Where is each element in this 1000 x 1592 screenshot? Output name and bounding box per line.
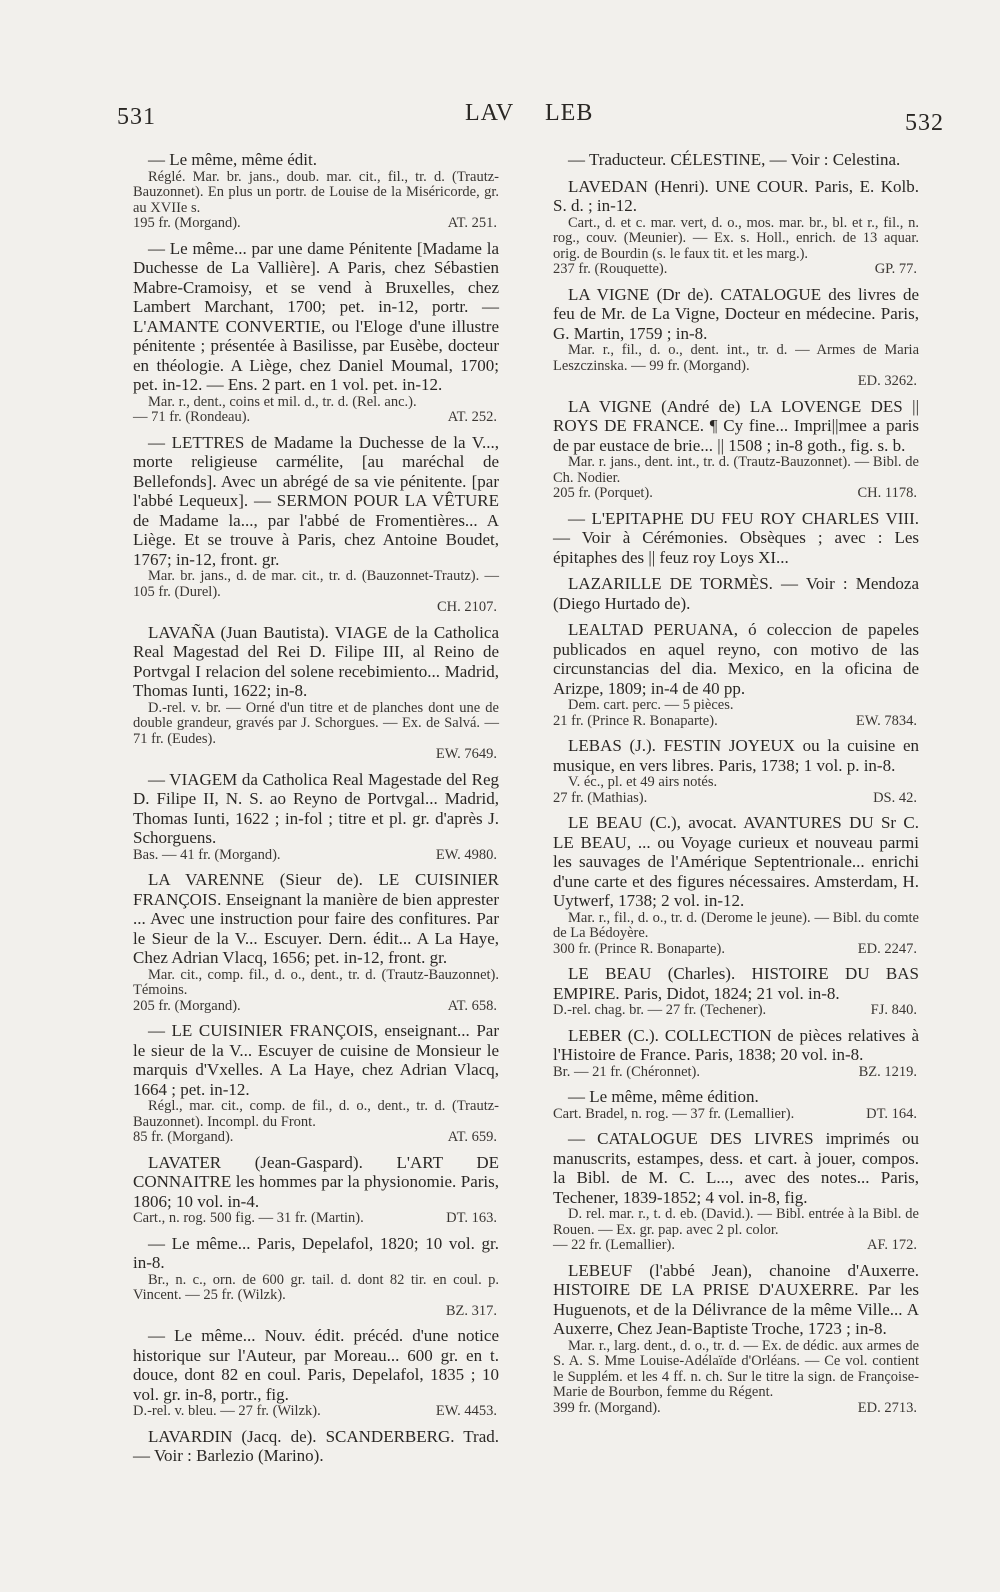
- entry-price: D.-rel. chag. br. — 27 fr. (Techener).: [553, 1002, 767, 1018]
- entry-price-row: [553, 486, 919, 502]
- entry-heading: — Le même... Paris, Depelafol, 1820; 10 vol. gr. in-8.: [133, 1233, 499, 1272]
- entry-reference: DS. 42.: [873, 789, 917, 806]
- entry-heading: — LETTRES de Madame la Duchesse de la V..., morte religieuse carmélite, [au maréchal de Bellefonds]. Avec un abrégé de sa vie pénitente. [par l'abbé Lequeux]. — SERMON POUR LA VÊTURE de Madame la..., par l'abbé de Fromentières... A Liège. Et se trouve à Paris, chez Antoine Boudet, 1767; in-12, front. gr.: [133, 432, 499, 569]
- entry-binding-note: Réglé. Mar. br. jans., doub. mar. cit., fil., tr. d. (Trautz-Bauzonnet). En plus un portr. de Louise de la Miséricorde, gr. au XVIIe s.: [133, 168, 499, 216]
- entry-price: 21 fr. (Prince R. Bonaparte).: [553, 712, 718, 729]
- entry-reference: EW. 7834.: [855, 712, 917, 729]
- catalogue-entry: [553, 397, 919, 502]
- catalogue-entry: [133, 1427, 499, 1466]
- entry-reference: BZ. 1219.: [858, 1063, 917, 1080]
- entry-heading: — Le même, même édition.: [568, 1087, 759, 1106]
- entry-price-row: [133, 848, 499, 864]
- entry-price-row: [133, 999, 499, 1015]
- page-number-left: 531: [117, 104, 156, 130]
- entry-price: 195 fr. (Morgand).: [133, 215, 241, 231]
- entry-heading: LEBAS (J.). FESTIN JOYEUX ou la cuisine en musique, en vers libres. Paris, 1738; 1 vol. p. in-8.: [553, 736, 919, 775]
- entry-heading: — VIAGEM da Catholica Real Magestade del Reg D. Filipe II, N. S. ao Reyno de Portvgal... Madrid, Thomas Iunti, 1622 ; in-fol ; titre et pl. gr. d'après J. Schorguens.: [133, 769, 499, 847]
- entry-heading: LA VARENNE (Sieur de). LE CUISINIER FRANÇOIS. Enseignant la manière de bien apprester ... Avec une instruction pour faire des confitures. Par le Sieur de la V... Escuyer. Dern. édit... A La Haye, Chez Adrian Vlacq, 1656; pet. in-12, front. gr.: [133, 870, 499, 967]
- entry-price-row: [553, 262, 919, 278]
- catalogue-entry: [553, 620, 919, 729]
- entry-price: 237 fr. (Rouquette).: [553, 261, 668, 277]
- entry-heading: — CATALOGUE DES LIVRES imprimés ou manuscrits, estampes, dess. et cart. à jouer, compos. la Bibl. de M. C. L..., avec des notes... Paris, Techener, 1839-1852; 4 vol. in-8, fig.: [553, 1129, 919, 1207]
- entry-heading: LAVATER (Jean-Gaspard). L'ART DE CONNAITRE les hommes par la physionomie. Paris, 1806; 10 vol. in-4.: [133, 1152, 499, 1211]
- entry-heading: LAZARILLE DE TORMÈS. — Voir : Mendoza (Diego Hurtado de).: [553, 574, 919, 613]
- entry-price: Bas. — 41 fr. (Morgand).: [133, 846, 281, 863]
- entry-price: Cart. Bradel, n. rog. — 37 fr. (Lemallier).: [553, 1105, 795, 1122]
- page-number-right: 532: [905, 110, 944, 136]
- entry-price: D.-rel. v. bleu. — 27 fr. (Wilzk).: [133, 1403, 321, 1419]
- entry-binding-note: Mar. r., dent., coins et mil. d., tr. d. (Rel. anc.).: [148, 393, 417, 410]
- catalogue-entry: [553, 736, 919, 806]
- entry-price-row: [553, 791, 919, 807]
- entry-price-row: [553, 1238, 919, 1254]
- entry-heading: LEALTAD PERUANA, ó coleccion de papeles publicados en aquel reyno, con motivo de las circunstancias del dia. Mexico, en la oficina de Arizpe, 1809; in-4 de 40 pp.: [553, 620, 919, 698]
- entry-price: — 22 fr. (Lemallier).: [553, 1237, 675, 1253]
- entry-binding-note: V. éc., pl. et 49 airs notés.: [568, 774, 718, 790]
- entry-reference: FJ. 840.: [870, 1002, 917, 1018]
- catalogue-entry: [553, 964, 919, 1019]
- entry-heading: — Le même... Nouv. édit. précéd. d'une notice historique sur l'Auteur, par Moreau... 600 gr. en t. douce, dont 82 en coul. Paris, Depelafol, 1835 ; 10 vol. gr. in-8, portr., fig.: [133, 1326, 499, 1404]
- entry-binding-note: D.-rel. v. br. — Orné d'un titre et de planches dont une de double grandeur, gravés par J. Schorgues. — Ex. de Salvá. — 71 fr. (Eudes).: [133, 699, 499, 747]
- entry-price-row: [133, 1304, 499, 1320]
- entry-price: 27 fr. (Mathias).: [553, 789, 648, 806]
- entry-heading: LEBER (C.). COLLECTION de pièces relatives à l'Histoire de France. Paris, 1838; 20 vol. in-8.: [553, 1025, 919, 1064]
- entry-reference: CH. 1178.: [857, 485, 917, 501]
- entry-price-row: [133, 1130, 499, 1146]
- entry-binding-note: Mar. cit., comp. fil., d. o., dent., tr. d. (Trautz-Bauzonnet). Témoins.: [133, 966, 499, 998]
- entry-price-row: [553, 942, 919, 958]
- entry-price: 205 fr. (Porquet).: [553, 485, 653, 501]
- entry-binding-note: D. rel. mar. r., t. d. eb. (David.). — Bibl. entrée à la Bibl. de Rouen. — Ex. gr. pap. avec 2 pl. color.: [553, 1206, 919, 1238]
- entry-reference: AT. 251.: [447, 215, 497, 231]
- entry-reference: DT. 163.: [446, 1210, 497, 1226]
- entry-price-row: [553, 374, 919, 390]
- entry-reference: BZ. 317.: [445, 1302, 497, 1319]
- entry-heading: — Le même, même édit.: [148, 150, 317, 169]
- entry-reference: GP. 77.: [874, 261, 917, 277]
- entry-reference: EW. 7649.: [435, 746, 497, 762]
- entry-heading: LE BEAU (Charles). HISTOIRE DU BAS EMPIRE. Paris, Didot, 1824; 21 vol. in-8.: [553, 964, 919, 1003]
- entry-price: Br. — 21 fr. (Chéronnet).: [553, 1063, 700, 1080]
- running-header: [0, 100, 1000, 134]
- entry-price: 85 fr. (Morgand).: [133, 1129, 234, 1145]
- entry-binding-note: Br., n. c., orn. de 600 gr. tail. d. dont 82 tir. en coul. p. Vincent. — 25 fr. (Wilzk).: [133, 1271, 499, 1303]
- entry-price-row: [133, 747, 499, 763]
- entry-heading: LE BEAU (C.), avocat. AVANTURES DU Sr C. LE BEAU, ... ou Voyage curieux et nouveau parmi les sauvages de l'Amérique Septentrionale... enrichi d'une carte et des figures nécessaires. Amsterdam, H. Uytwerf, 1738; 2 vol. in-12.: [553, 813, 919, 910]
- entry-heading: LAVARDIN (Jacq. de). SCANDERBERG. Trad. — Voir : Barlezio (Marino).: [133, 1426, 499, 1465]
- entry-binding-note: Cart., d. et c. mar. vert, d. o., mos. mar. br., bl. et r., fil., n. rog., couv. (Meunier). — Ex. s. Holl., enrich. de 13 aquar. orig. de Bourdin (s. le faux tit. et les marg.).: [553, 214, 919, 262]
- entry-price-row: [133, 1404, 499, 1420]
- catalogue-entry: [133, 870, 499, 1014]
- entry-binding-note: Mar. r. jans., dent. int., tr. d. (Trautz-Bauzonnet). — Bibl. de Ch. Nodier.: [553, 454, 919, 486]
- entry-binding-note: Mar. r., larg. dent., d. o., tr. d. — Ex. de dédic. aux armes de S. A. S. Mme Louise-Adélaïde d'Orléans. — Ce vol. contient le Supplém. et les 4 ff. n. ch. Sur le titre la sign. de Françoise-Marie de Bourbon, femme du Régent.: [553, 1337, 919, 1400]
- entry-price: — 71 fr. (Rondeau).: [133, 409, 251, 425]
- entry-price: 300 fr. (Prince R. Bonaparte).: [553, 940, 725, 957]
- catalogue-entry: [133, 1234, 499, 1320]
- entry-reference: DT. 164.: [866, 1105, 917, 1122]
- entry-heading: LAVEDAN (Henri). UNE COUR. Paris, E. Kolb. S. d. ; in-12.: [553, 176, 919, 215]
- entry-reference: EW. 4980.: [435, 846, 497, 863]
- entry-heading: — LE CUISINIER FRANÇOIS, enseignant... Par le sieur de la V... Escuyer de cuisine de Monsieur le marquis d'Vxelles. A La Haye, chez Adrian Vlacq, 1664 ; pet. in-12.: [133, 1021, 499, 1099]
- entry-binding-note: Mar. r., fil., d. o., tr. d. (Derome le jeune). — Bibl. du comte de La Bédoyère.: [553, 909, 919, 941]
- entry-price-row: [553, 1401, 919, 1417]
- entry-heading: — Le même... par une dame Pénitente [Madame la Duchesse de La Vallière]. A Paris, chez Sébastien Mabre-Cramoisy, et se vend à Bruxelles, chez Lambert Marchant, 1700; pet. in-12, portr. — L'AMANTE CONVERTIE, ou l'Eloge d'une illustre pénitente ; présentée à Basilisse, par Eusèbe, docteur en théologie. A Liège, chez Daniel Moumal, 1700; pet. in-12. — Ens. 2 part. en 1 vol. pet. in-12.: [133, 238, 499, 394]
- catalogue-entry: [133, 1153, 499, 1227]
- catalogue-entry: [133, 433, 499, 616]
- entry-price-row: [133, 600, 499, 616]
- entry-binding-note: Régl., mar. cit., comp. de fil., d. o., dent., tr. d. (Trautz-Bauzonnet). Incompl. du Front.: [133, 1098, 499, 1130]
- entry-heading: LA VIGNE (Dr de). CATALOGUE des livres de feu de Mr. de La Vigne, Docteur en médecine. Paris, G. Martin, 1759 ; in-8.: [553, 284, 919, 343]
- entry-heading: — Traducteur. CÉLESTINE, — Voir : Celestina.: [568, 150, 901, 169]
- entry-price-row: [553, 1065, 919, 1081]
- entry-binding-note: Mar. br. jans., d. de mar. cit., tr. d. (Bauzonnet-Trautz). — 105 fr. (Durel).: [133, 568, 499, 600]
- entry-heading: LA VIGNE (André de) LA LOVENGE DES || ROYS DE FRANCE. ¶ Cy fine... Impri||mee a paris de par eustace de brie... || 1508 ; in-8 goth., fig. s. b.: [553, 396, 919, 455]
- entry-reference: AF. 172.: [867, 1237, 917, 1253]
- entry-price: 205 fr. (Morgand).: [133, 997, 241, 1014]
- entry-reference: ED. 3262.: [857, 373, 917, 389]
- entry-reference: ED. 2713.: [857, 1399, 917, 1416]
- entry-reference: CH. 2107.: [436, 599, 497, 615]
- catalogue-entry: [553, 150, 919, 170]
- right-column: [553, 150, 919, 1423]
- catalogue-entry: [133, 1326, 499, 1420]
- entry-price-row: [553, 1003, 919, 1019]
- catalogue-entry: [553, 1087, 919, 1122]
- entry-heading: LAVAÑA (Juan Bautista). VIAGE de la Catholica Real Magestad del Rei D. Filipe III, al Reino de Portvgal I relacion del solene recebimiento... Madrid, Thomas Iunti, 1622; in-8.: [133, 622, 499, 700]
- catalogue-entry: [133, 770, 499, 864]
- entry-binding-note: Mar. r., fil., d. o., dent. int., tr. d. — Armes de Maria Leszczinska. — 99 fr. (Morgand).: [553, 342, 919, 374]
- catalogue-entry: [133, 623, 499, 763]
- entry-binding-note: Dem. cart. perc. — 5 pièces.: [568, 697, 734, 713]
- catalogue-entry: [553, 813, 919, 957]
- entry-heading: — L'EPITAPHE DU FEU ROY CHARLES VIII. — Voir à Cérémonies. Obsèques ; avec : Les épitaphes des || feuz roy Loys XI...: [553, 508, 919, 567]
- catalogue-entry: [133, 239, 499, 426]
- catalogue-entry: [133, 1021, 499, 1146]
- catalogue-entry: [553, 285, 919, 390]
- entry-price-row: [133, 410, 499, 426]
- entry-reference: AT. 252.: [447, 409, 497, 425]
- entry-price-row: [553, 714, 919, 730]
- catalogue-entry: [133, 150, 499, 232]
- entry-reference: EW. 4453.: [435, 1403, 497, 1419]
- left-column: [133, 150, 499, 1473]
- running-head-left: LAV: [465, 100, 515, 126]
- entry-price-row: [133, 1211, 499, 1227]
- entry-price-row: [133, 216, 499, 232]
- entry-heading: LEBEUF (l'abbé Jean), chanoine d'Auxerre. HISTOIRE DE LA PRISE D'AUXERRE. Par les Huguenots, et de la Délivrance de la même Ville... A Auxerre, Chez Jean-Baptiste Troche, 1723 ; in-8.: [553, 1260, 919, 1338]
- entry-price: Cart., n. rog. 500 fig. — 31 fr. (Martin).: [133, 1210, 364, 1226]
- entry-reference: ED. 2247.: [857, 940, 917, 957]
- entry-reference: AT. 659.: [447, 1129, 497, 1145]
- running-head-right: LEB: [545, 100, 594, 126]
- catalogue-entry: [553, 1129, 919, 1254]
- entry-price: 399 fr. (Morgand).: [553, 1399, 661, 1416]
- catalogue-entry: [553, 509, 919, 568]
- catalogue-entry: [553, 574, 919, 613]
- entry-reference: AT. 658.: [447, 997, 497, 1014]
- catalogue-entry: [553, 177, 919, 278]
- catalogue-entry: [553, 1026, 919, 1081]
- catalogue-entry: [553, 1261, 919, 1417]
- entry-price-row: [553, 1107, 919, 1123]
